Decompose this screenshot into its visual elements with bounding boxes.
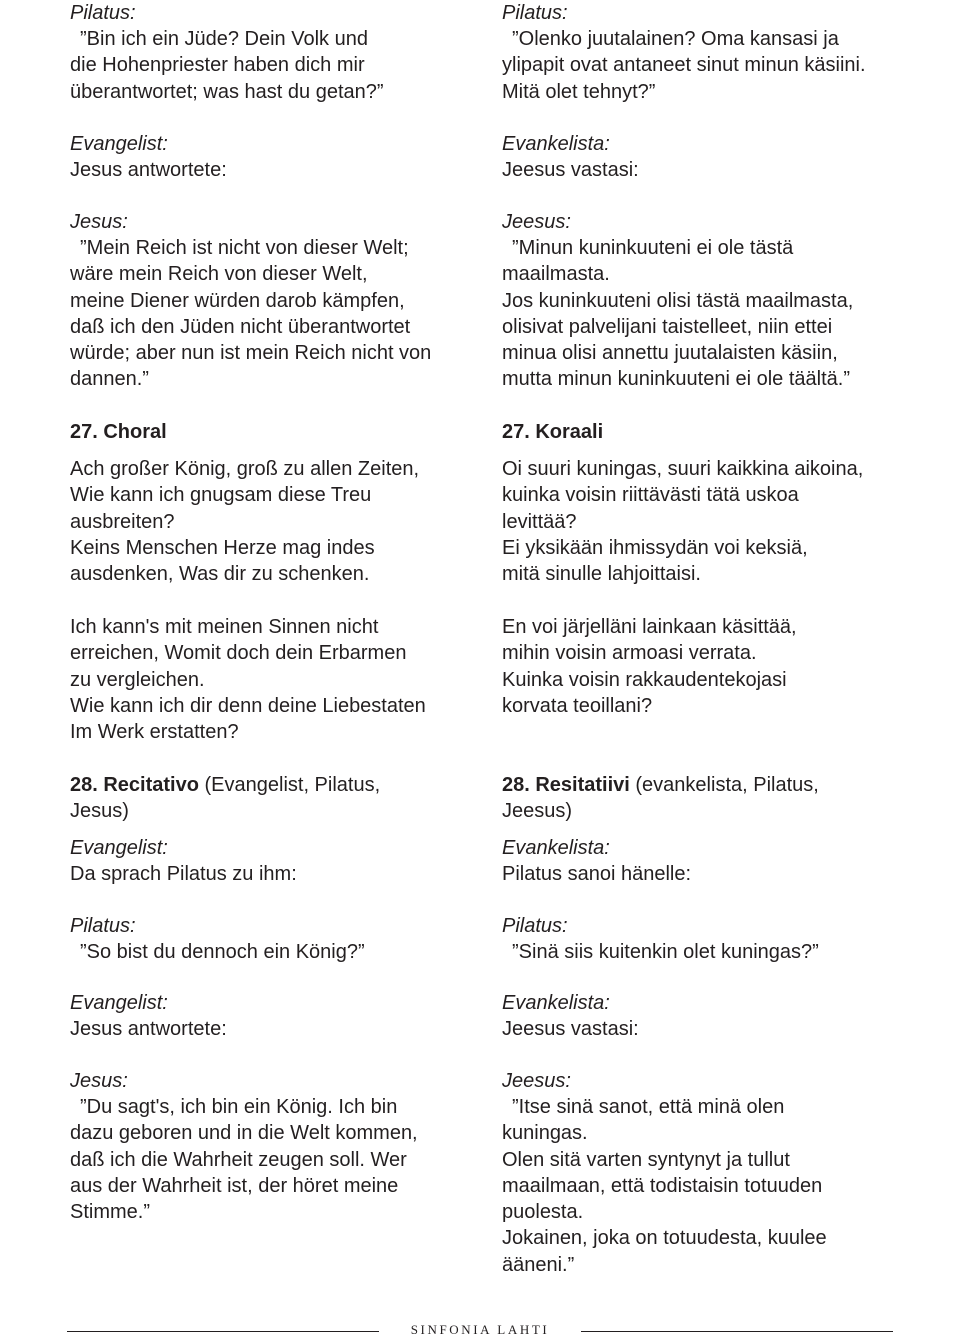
pilatus-speech-block: [502, 0, 942, 105]
text-line: minua olisi annettu juutalaisten käsiin,: [502, 342, 838, 365]
evangelist-block: [502, 131, 942, 183]
text-line: ääneni.”: [502, 1253, 575, 1276]
text-line: Da sprach Pilatus zu ihm:: [70, 863, 297, 885]
speaker-role: Pilatus:: [70, 915, 136, 937]
text-line: würde; aber nun ist mein Reich nicht von: [70, 342, 432, 365]
text-line: puolesta.: [502, 1201, 584, 1224]
text-line: mutta minun kuninkuuteni ei ole täältä.”: [502, 368, 850, 391]
text-line: Wie kann ich gnugsam diese Treu: [70, 484, 372, 507]
text-line: überantwortet; was hast du getan?”: [70, 80, 384, 103]
evangelist-block: [502, 990, 942, 1042]
text-line: ”Minun kuninkuuteni ei ole tästä: [512, 237, 794, 259]
speaker-role: Pilatus:: [502, 2, 568, 24]
text-line: ”Mein Reich ist nicht von dieser Welt;: [80, 237, 409, 259]
text-line: meine Diener würden darob kämpfen,: [70, 289, 405, 312]
evangelist-block: [502, 835, 942, 887]
text-line: Jesus antwortete:: [70, 1018, 227, 1040]
text-line: ”Sinä siis kuitenkin olet kuningas?”: [512, 941, 819, 963]
text-line: Oi suuri kuningas, suuri kaikkina aikoina,: [502, 458, 864, 480]
text-line: aus der Wahrheit ist, der höret meine: [70, 1174, 399, 1197]
jesus-speech-block: [502, 209, 942, 393]
text-line: ”Bin ich ein Jüde? Dein Volk und: [80, 28, 368, 50]
text-line: dannen.”: [70, 368, 149, 391]
speaker-role: Pilatus:: [70, 2, 136, 24]
text-line: Jeesus vastasi:: [502, 159, 639, 181]
text-line: ausbreiten?: [70, 510, 175, 533]
section-title: 27. Koraali: [502, 421, 604, 443]
text-line: En voi järjelläni lainkaan käsittää,: [502, 616, 797, 638]
text-line: Pilatus sanoi hänelle:: [502, 863, 692, 885]
text-line: Ei yksikään ihmissydän voi keksiä,: [502, 536, 808, 559]
choral-stanza-2: [502, 614, 942, 719]
evangelist-block: [70, 131, 510, 183]
speaker-role: Evankelista:: [502, 133, 610, 155]
speaker-role: Evankelista:: [502, 992, 610, 1014]
text-line: ”Olenko juutalainen? Oma kansasi ja: [512, 28, 839, 50]
pilatus-speech-block: [502, 913, 942, 965]
speaker-role: Jesus:: [70, 211, 128, 233]
text-line: Jeesus vastasi:: [502, 1018, 639, 1040]
text-line: dazu geboren und in die Welt kommen,: [70, 1122, 418, 1145]
text-line: Jos kuninkuuteni olisi tästä maailmasta,: [502, 289, 854, 312]
text-line: Keins Menschen Herze mag indes: [70, 536, 375, 559]
text-line: maailmasta.: [502, 263, 610, 286]
speaker-role: Evangelist:: [70, 133, 168, 155]
text-line: Jesus antwortete:: [70, 159, 227, 181]
text-line: ”So bist du dennoch ein König?”: [80, 941, 365, 963]
choral-stanza-1: [70, 456, 510, 587]
section-subtitle: (evankelista, Pilatus,: [629, 774, 819, 796]
choral-stanza-1: [502, 456, 942, 587]
footer-rule-left: [67, 1331, 379, 1332]
text-line: Mitä olet tehnyt?”: [502, 80, 656, 103]
text-line: ausdenken, Was dir zu schenken.: [70, 563, 370, 586]
jesus-speech-block: [502, 1068, 942, 1278]
text-line: olisivat palvelijani taistelleet, niin ettei: [502, 315, 833, 338]
page-footer: [0, 1318, 960, 1342]
text-line: Ach großer König, groß zu allen Zeiten,: [70, 458, 420, 480]
section-28-heading: [70, 772, 510, 825]
text-line: kuinka voisin riittävästi tätä uskoa: [502, 484, 799, 507]
section-subtitle-line2: Jeesus): [502, 800, 573, 823]
section-title: 27. Choral: [70, 421, 167, 443]
section-title: 28. Recitativo: [70, 774, 199, 796]
jesus-speech-block: [70, 1068, 510, 1225]
text-line: mitä sinulle lahjoittaisi.: [502, 563, 701, 586]
text-line: erreichen, Womit doch dein Erbarmen: [70, 642, 407, 665]
pilatus-speech-block: [70, 0, 510, 105]
section-27-heading: [70, 419, 510, 445]
text-line: wäre mein Reich von dieser Welt,: [70, 263, 368, 286]
section-28-heading: [502, 772, 942, 825]
text-line: kuningas.: [502, 1122, 588, 1145]
text-line: mihin voisin armoasi verrata.: [502, 642, 757, 665]
text-line: daß ich den Jüden nicht überantwortet: [70, 315, 411, 338]
speaker-role: Pilatus:: [502, 915, 568, 937]
text-line: maailmaan, että todistaisin totuuden: [502, 1174, 823, 1197]
choral-stanza-2: [70, 614, 510, 745]
section-title: 28. Resitatiivi: [502, 774, 630, 796]
text-line: levittää?: [502, 510, 577, 533]
speaker-role: Jesus:: [70, 1070, 128, 1092]
text-line: Kuinka voisin rakkaudentekojasi: [502, 668, 787, 691]
pilatus-speech-block: [70, 913, 510, 965]
text-line: die Hohenpriester haben dich mir: [70, 54, 365, 77]
text-line: zu vergleichen.: [70, 668, 205, 691]
text-line: ylipapit ovat antaneet sinut minun käsiini.: [502, 54, 866, 77]
text-line: Ich kann's mit meinen Sinnen nicht: [70, 616, 379, 638]
evangelist-block: [70, 835, 510, 887]
section-subtitle: (Evangelist, Pilatus,: [198, 774, 381, 796]
text-line: Olen sitä varten syntynyt ja tullut: [502, 1148, 790, 1171]
speaker-role: Evankelista:: [502, 837, 610, 859]
speaker-role: Jeesus:: [502, 1070, 571, 1092]
speaker-role: Jeesus:: [502, 211, 571, 233]
text-line: ”Du sagt's, ich bin ein König. Ich bin: [80, 1096, 398, 1118]
speaker-role: Evangelist:: [70, 837, 168, 859]
text-line: ”Itse sinä sanot, että minä olen: [512, 1096, 785, 1118]
text-line: Wie kann ich dir denn deine Liebestaten: [70, 694, 426, 717]
evangelist-block: [70, 990, 510, 1042]
footer-brand: SINFONIA LAHTI: [410, 1322, 550, 1337]
section-27-heading: [502, 419, 942, 445]
text-line: korvata teoillani?: [502, 694, 653, 717]
text-line: Im Werk erstatten?: [70, 721, 239, 744]
text-line: daß ich die Wahrheit zeugen soll. Wer: [70, 1148, 407, 1171]
text-line: Stimme.”: [70, 1201, 150, 1224]
section-subtitle-line2: Jesus): [70, 800, 129, 823]
speaker-role: Evangelist:: [70, 992, 168, 1014]
jesus-speech-block: [70, 209, 510, 393]
text-line: Jokainen, joka on totuudesta, kuulee: [502, 1227, 827, 1250]
footer-rule-right: [581, 1331, 893, 1332]
